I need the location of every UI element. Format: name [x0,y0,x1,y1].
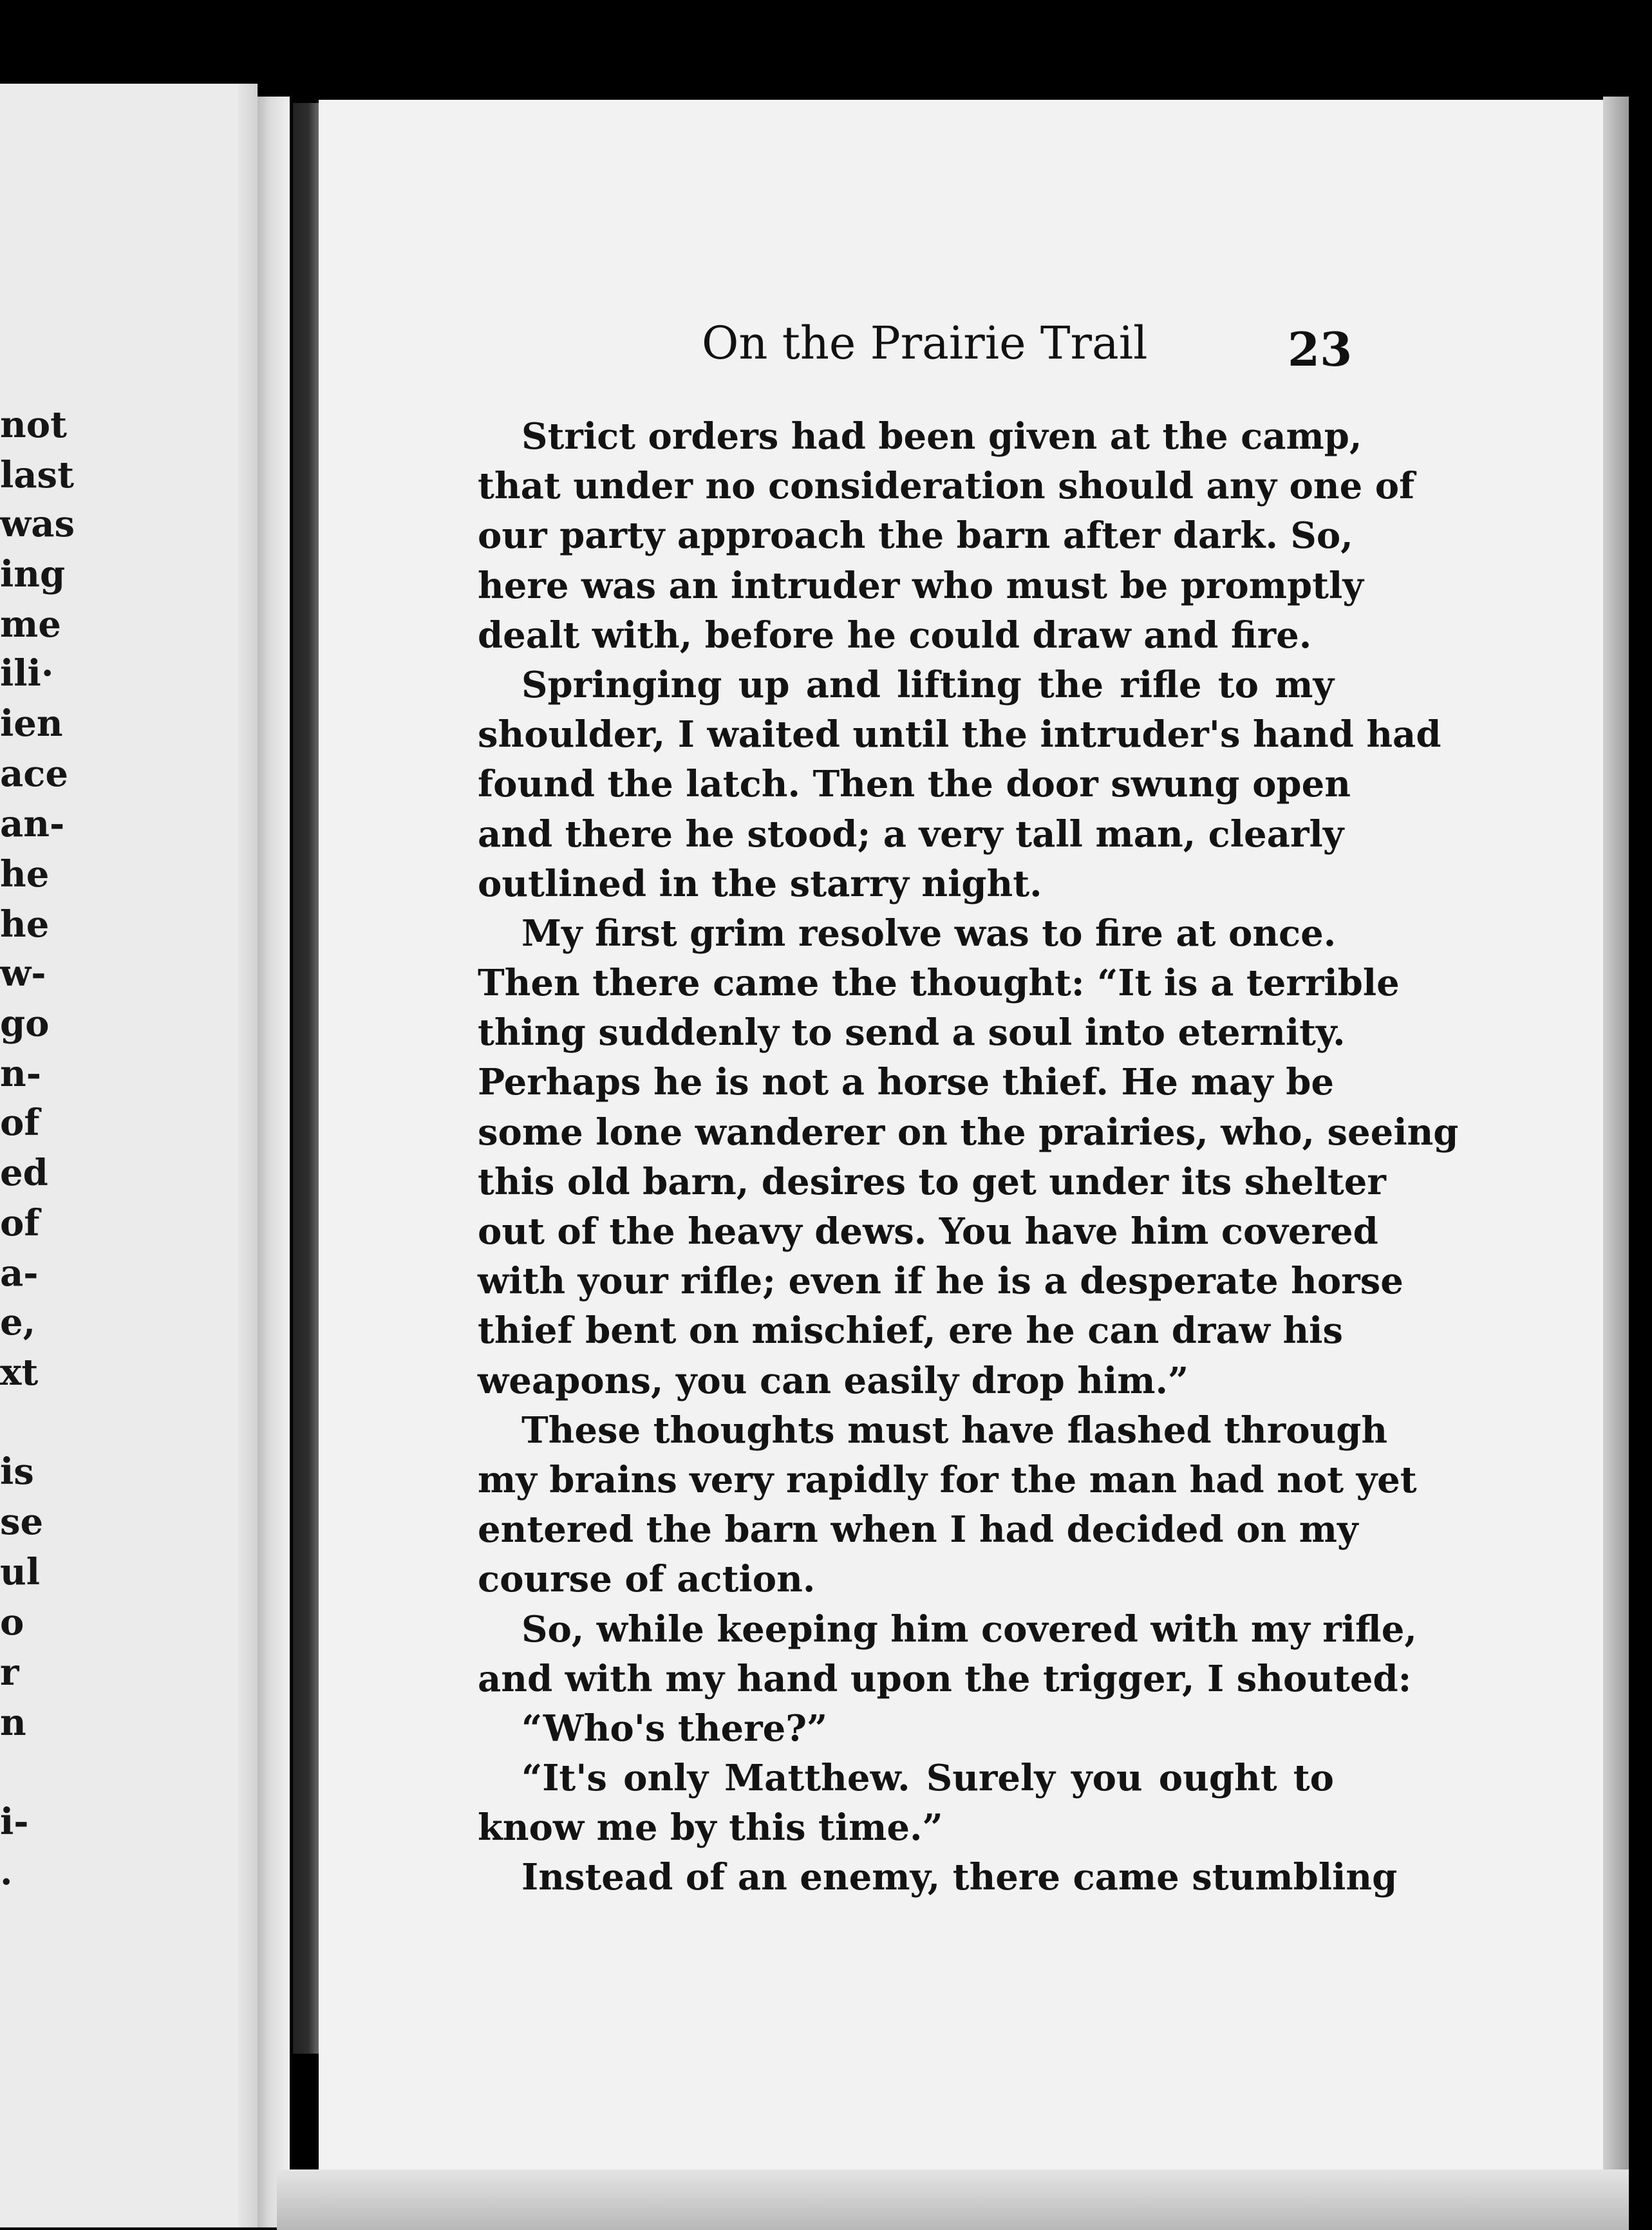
text-line: “Who's there?” [521,1707,828,1750]
facing-page-fragment: was [0,503,75,545]
facing-page-fragment: i- [0,1801,29,1843]
text-line: weapons, you can easily drop him.” [478,1359,1189,1402]
page-number: 23 [1288,322,1353,377]
facing-page-fragment: go [0,1002,50,1045]
text-line: These thoughts must have flashed through [521,1409,1388,1452]
text-line: know me by this time.” [478,1806,943,1850]
text-line: Then there came the thought: “It is a terrible [478,962,1400,1005]
running-head: On the Prairie Trail [702,317,1148,370]
text-line: outlined in the starry night. [478,862,1042,905]
text-line: Springing up and lifting the rifle to my [521,663,1334,706]
text-line: with your rifle; even if he is a desperate horse [478,1260,1403,1303]
facing-page-fragment: an- [0,803,65,845]
facing-page-fragment: w- [0,952,46,995]
facing-page-fragment: of [0,1202,40,1244]
text-line: our party approach the barn after dark. So, [478,514,1353,558]
facing-page-fragment: xt [0,1351,39,1394]
facing-page-fragment: se [0,1501,44,1543]
facing-page-fragment: of [0,1101,40,1144]
text-line: entered the barn when I had decided on my [478,1508,1358,1551]
text-line: Instead of an enemy, there came stumbling [521,1856,1398,1899]
text-line: Perhaps he is not a horse thief. He may be [478,1061,1334,1104]
facing-page-fragment: ace [0,753,69,795]
text-line: shoulder, I waited until the intruder's hand had [478,713,1441,756]
text-line: “It's only Matthew. Surely you ought to [521,1757,1334,1800]
text-line: thief bent on mischief, ere he can draw his [478,1309,1343,1353]
text-line: some lone wanderer on the prairies, who, seeing [478,1110,1459,1154]
text-line: thing suddenly to send a soul into eternity. [478,1011,1346,1054]
book-spine [293,103,319,2054]
facing-page-fragment: ing [0,553,66,595]
text-line: course of action. [478,1558,816,1601]
facing-page-fragment: o [0,1601,24,1644]
facing-page-fragment: ed [0,1152,48,1194]
facing-page-fragment: last [0,454,74,496]
facing-page-fragment: he [0,853,50,895]
text-line: and with my hand upon the trigger, I shouted: [478,1657,1412,1700]
facing-page-fragment: me [0,603,61,646]
text-line: my brains very rapidly for the man had not yet [478,1458,1417,1501]
page-gutter [258,97,290,2227]
text-line: out of the heavy dews. You have him covered [478,1210,1378,1253]
text-line: this old barn, desires to get under its shelter [478,1160,1386,1203]
text-line: My first grim resolve was to fire at once. [521,912,1337,955]
facing-page-fragment: is [0,1450,34,1493]
facing-page-fragment: ili· [0,652,54,695]
page-bottom-shadow [277,2169,1629,2230]
facing-page-fragment: . [0,1851,13,1893]
text-line: found the latch. Then the door swung open [478,763,1351,806]
text-line: here was an intruder who must be promptly [478,564,1364,607]
text-line: and there he stood; a very tall man, clearly [478,812,1344,856]
text-line: that under no consideration should any one of [478,465,1415,508]
text-line: dealt with, before he could draw and fire. [478,614,1312,657]
page-edge-right [1603,97,1629,2230]
body-text [478,412,1459,1903]
facing-page-fragment: ien [0,702,63,745]
facing-page-fragment: r [0,1651,19,1694]
facing-page-fragment: ul [0,1551,40,1593]
facing-page-fragment: n [0,1701,26,1744]
facing-page-left [0,84,258,2227]
facing-page-edge [238,84,258,2227]
facing-page-fragment: a- [0,1252,39,1295]
text-line: Strict orders had been given at the camp, [521,415,1362,458]
text-line: So, while keeping him covered with my rifle, [521,1607,1417,1651]
facing-page-fragment: he [0,903,50,946]
facing-page-fragment: n- [0,1053,41,1095]
facing-page-fragment: e, [0,1301,36,1344]
facing-page-fragment: not [0,404,67,446]
